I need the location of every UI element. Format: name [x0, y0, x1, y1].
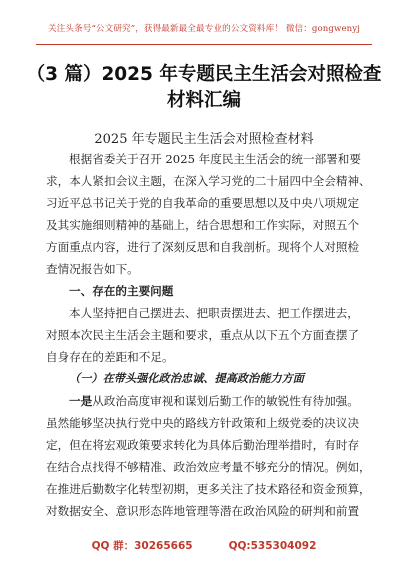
paragraph-line: 习近平总书记关于党的自我革命的重要思想以及中央八项规定: [46, 196, 360, 210]
paragraph-line: 对数据安全、意识形态阵地管理等潜在政治风险的研判和前置: [46, 504, 360, 518]
heading-text: （一）在带头强化政治忠诚、提高政治能力方面: [69, 372, 304, 385]
paragraph-line: 在结合点找得不够精准、政治效应考量不够充分的情况。例如，: [46, 460, 371, 474]
paragraph-line: [46, 390, 366, 412]
paragraph-line: 方面重点内容，进行了深刻反思和自我剖析。现将个人对照检: [46, 240, 360, 254]
point-text: 从政治高度审视和谋划后勤工作的敏锐性有待加强。: [92, 394, 359, 408]
qq-number-text: QQ:535304092: [228, 540, 317, 552]
paragraph-line: 查情况报告如下。: [46, 262, 139, 276]
paragraph-line: 求，本人紧扣会议主题，在深入学习党的二十届四中全会精神、: [46, 174, 371, 188]
paragraph-line: 对照本次民主生活会主题和要求，重点从以下五个方面查摆了: [46, 328, 360, 342]
footer-contact: [0, 538, 408, 553]
section-1-paragraph: [46, 302, 366, 368]
point-1-paragraph: [46, 390, 371, 522]
qq-group-text: QQ 群：30265665: [91, 540, 193, 552]
paragraph-line: 本人坚持把自己摆进去、把职责摆进去、把工作摆进去，: [69, 306, 359, 320]
point-lead: 一是: [69, 394, 93, 408]
paragraph-line: 自身存在的差距和不足。: [46, 350, 174, 364]
document-title-line-1: （3 篇）2025 年专题民主生活会对照检查: [26, 64, 382, 85]
document-title: [0, 62, 408, 114]
paragraph-line: 根据省委关于召开 2025 年度民主生活会的统一部署和要: [69, 152, 361, 166]
heading-text: 一、存在的主要问题: [69, 284, 174, 298]
paragraph-line: 定，但在将宏观政策要求转化为具体后勤治理举措时，有时存: [46, 438, 360, 452]
intro-paragraph: [46, 148, 371, 280]
document-title-line-2: 材料汇编: [166, 90, 241, 111]
paragraph-line: 虽然能够坚决执行党中央的路线方针政策和上级党委的决议决: [46, 416, 360, 430]
header-divider: [36, 44, 372, 45]
paragraph-line: 及其实施细则精神的基础上，结合思想和工作实际，对照五个: [46, 218, 360, 232]
document-subtitle: 2025 年专题民主生活会对照检查材料: [94, 132, 314, 147]
paragraph-line: 在推进后勤数字化转型初期，更多关注了技术路径和资金预算，: [46, 482, 371, 496]
header-promo-note: 关注头条号“公文研究”，获得最新最全最专业的公文资料库！ 微信：gongwenyj: [47, 24, 361, 34]
section-heading-1: [46, 280, 366, 302]
section-heading-2: [46, 368, 366, 390]
